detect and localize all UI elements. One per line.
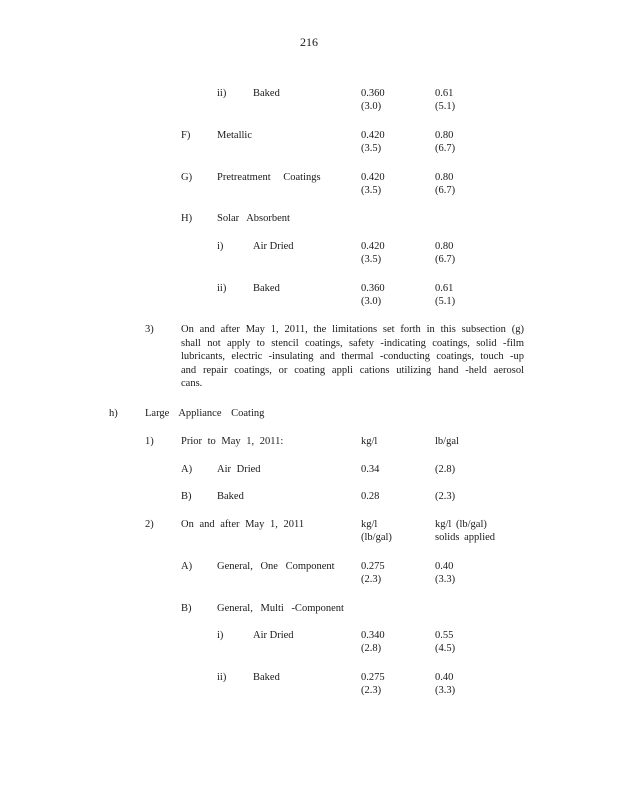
kg-solids-value: 0.40 [435, 561, 454, 572]
lb-value: (3.0) [361, 101, 382, 112]
kg-value: 0.420 [361, 172, 385, 183]
row-marker: B) [181, 603, 192, 614]
row-marker: H) [181, 213, 193, 224]
subsection-label: Prior to May 1, 2011: [181, 436, 284, 447]
row-label: Pretreatment Coatings [217, 172, 321, 183]
subsection-label: On and after May 1, 2011 [181, 519, 305, 530]
lb-solids-value: (4.5) [435, 643, 456, 654]
row-marker: ii) [217, 283, 227, 294]
row-marker: i) [217, 630, 224, 641]
row-marker: ii) [217, 672, 227, 683]
row-label: Air Dried [253, 241, 294, 252]
lb-value: (2.3) [361, 685, 382, 696]
lb-value: (3.0) [361, 296, 382, 307]
row-label: Baked [253, 88, 280, 99]
row-marker: A) [181, 561, 193, 572]
kg-solids-value: 0.55 [435, 630, 454, 641]
subsection-marker: 1) [145, 436, 154, 447]
row-marker: i) [217, 241, 224, 252]
kg-value: 0.34 [361, 464, 380, 475]
page-number: 216 [300, 35, 318, 49]
kg-value: 0.360 [361, 88, 385, 99]
lb-solids-value: (6.7) [435, 254, 456, 265]
subsection-marker: 2) [145, 519, 154, 530]
row-label: Solar Absorbent [217, 213, 290, 224]
paragraph-line: On and after May 1, 2011, the limitations set forth in this subsection (g) [181, 324, 524, 335]
kg-solids-value: 0.40 [435, 672, 454, 683]
lb-value: (2.8) [361, 643, 382, 654]
lb-value: (3.5) [361, 185, 382, 196]
lb-value: (2.8) [435, 464, 456, 475]
lb-solids-value: (6.7) [435, 143, 456, 154]
kg-value: 0.420 [361, 130, 385, 141]
unit-header-lb: (lb/gal) [361, 532, 392, 543]
kg-solids-value: 0.61 [435, 283, 454, 294]
paragraph-line: shall not apply to stencil coatings, safety -indicating coatings, solid -film [181, 337, 524, 349]
lb-value: (2.3) [435, 491, 456, 502]
unit-header-kg: kg/l [361, 436, 378, 447]
lb-value: (2.3) [361, 574, 382, 585]
kg-value: 0.275 [361, 561, 385, 572]
lb-solids-value: (5.1) [435, 101, 456, 112]
row-label: Air Dried [217, 464, 261, 475]
lb-value: (3.5) [361, 143, 382, 154]
lb-solids-value: (3.3) [435, 574, 456, 585]
unit-header-solids-note: solids applied [435, 532, 496, 543]
kg-value: 0.360 [361, 283, 385, 294]
lb-solids-value: (6.7) [435, 185, 456, 196]
unit-header-kg: kg/l [361, 519, 378, 530]
kg-value: 0.340 [361, 630, 385, 641]
row-marker: F) [181, 130, 191, 141]
paragraph-line: lubricants, electric -insulating and thermal -conducting coatings, touch -up [181, 351, 524, 363]
kg-value: 0.275 [361, 672, 385, 683]
paragraph-line: cans. [181, 378, 203, 390]
row-marker: ii) [217, 88, 227, 99]
kg-value: 0.28 [361, 491, 380, 502]
row-label: Baked [253, 672, 280, 683]
row-label: Baked [253, 283, 280, 294]
paragraph-line: and repair coatings, or coating appli cations utilizing hand -held aerosol [181, 364, 524, 376]
section-title: Large Appliance Coating [145, 408, 265, 419]
lb-solids-value: (5.1) [435, 296, 456, 307]
row-marker: G) [181, 172, 193, 183]
unit-header-solids: kg/l (lb/gal) [435, 519, 487, 530]
unit-header-lb: lb/gal [435, 436, 459, 447]
exemption-paragraph [181, 323, 524, 391]
lb-value: (3.5) [361, 254, 382, 265]
kg-value: 0.420 [361, 241, 385, 252]
row-marker: A) [181, 464, 193, 475]
row-label: Air Dried [253, 630, 294, 641]
kg-solids-value: 0.61 [435, 88, 454, 99]
kg-solids-value: 0.80 [435, 130, 454, 141]
row-label: General, Multi -Component [217, 603, 344, 614]
row-marker: B) [181, 491, 192, 502]
kg-solids-value: 0.80 [435, 241, 454, 252]
lb-solids-value: (3.3) [435, 685, 456, 696]
section-marker: h) [109, 408, 118, 419]
row-label: General, One Component [217, 561, 335, 572]
paragraph-marker: 3) [145, 324, 154, 335]
row-label: Baked [217, 491, 244, 502]
row-label: Metallic [217, 130, 252, 141]
kg-solids-value: 0.80 [435, 172, 454, 183]
